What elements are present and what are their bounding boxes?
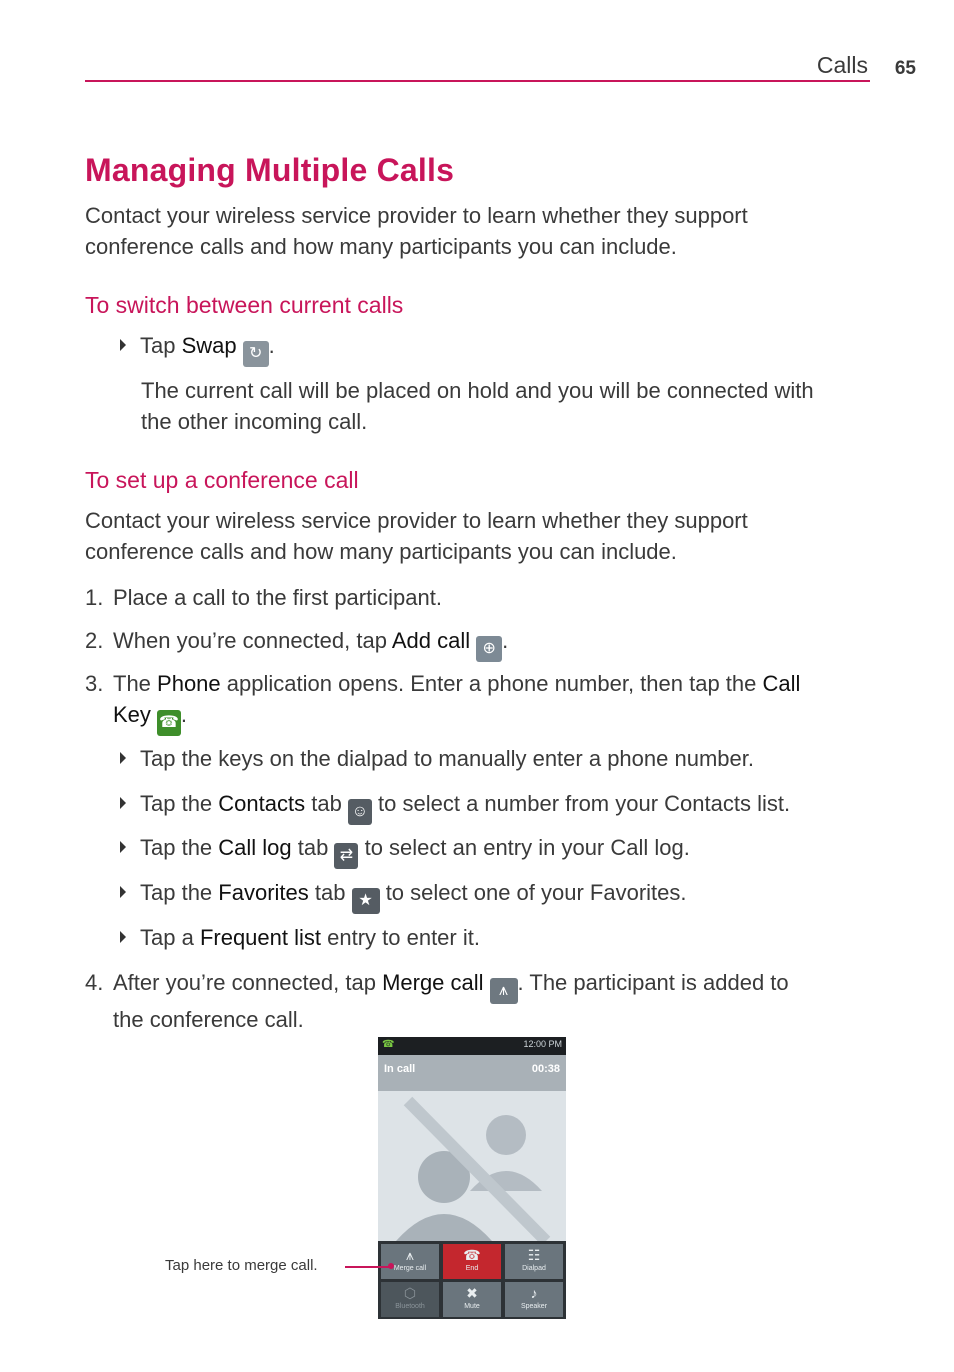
favorites-tab-icon: ★ [352,888,380,914]
call-key-icon: ☎ [157,710,181,736]
end-call-button[interactable]: ☎ End [443,1244,501,1279]
step-4: 4. After you’re connected, tap Merge call ⩚ . The participant is added to the conference call. [85,970,789,1032]
bullet-arrow-icon [120,339,126,351]
in-call-button-grid [378,1241,566,1319]
mute-button[interactable]: ✖ Mute [443,1282,501,1317]
swap-label: Swap [181,333,237,358]
header-rule [85,80,870,82]
bullet-arrow-icon [120,886,126,898]
status-time: 12:00 PM [523,1039,562,1049]
call-timer: 00:38 [531,1063,560,1075]
sub-step-contacts: Tap the Contacts tab ☺ to select a number from your Contacts list. [120,788,790,825]
merge-call-label: Merge call [382,970,484,995]
add-call-label: Add call [391,628,471,653]
dialpad-icon: ☷ [527,1247,541,1263]
step-3: 3. The Phone application opens. Enter a phone number, then tap the Call Key ☎. [85,668,875,736]
bluetooth-icon: ⬡ [403,1285,417,1301]
intro-line-1: Contact your wireless service provider to learn whether they support [85,203,748,228]
step-1: 1. Place a call to the first participant. [85,585,442,610]
status-bar [378,1037,566,1055]
mute-icon: ✖ [466,1285,478,1301]
bullet-arrow-icon [120,797,126,809]
callout-dot [388,1263,394,1269]
running-header-section: Calls [816,52,868,78]
intro-line-2: conference calls and how many participants you can include. [85,234,677,259]
merge-call-button[interactable]: ⩚ Merge call [381,1244,439,1279]
switch-calls-heading: To switch between current calls [85,292,404,318]
in-call-header [378,1055,566,1091]
in-call-label: In call [384,1063,416,1075]
intro-paragraph [85,200,748,262]
callout-line [345,1266,391,1268]
page-number: 65 [894,58,916,79]
bluetooth-button[interactable]: ⬡ Bluetooth [381,1282,439,1317]
conference-intro: Contact your wireless service provider to learn whether they support conference calls and how many participants you can include. [85,508,748,564]
call-log-tab-icon: ⇄ [334,843,358,869]
call-status-icon: ☎ [382,1039,395,1050]
phone-app-label: Phone [157,671,221,696]
speaker-icon: ♪ [530,1285,538,1301]
bullet-arrow-icon [120,931,126,943]
swap-icon: ↻ [243,341,269,367]
bullet-arrow-icon [120,841,126,853]
conference-call-heading: To set up a conference call [85,467,359,493]
merged-contacts-avatar-icon [378,1091,566,1241]
merge-callout-label: Tap here to merge call. [165,1257,318,1274]
sub-step-call-log: Tap the Call log tab ⇄ to select an entry in your Call log. [120,832,690,869]
merge-call-icon: ⩚ [490,978,518,1004]
phone-screenshot [378,1037,566,1319]
dialpad-button[interactable]: ☷ Dialpad [505,1244,563,1279]
page-title: Managing Multiple Calls [85,152,455,188]
end-call-icon: ☎ [463,1247,481,1263]
speaker-button[interactable]: ♪ Speaker [505,1282,563,1317]
step-2: 2. When you’re connected, tap Add call ⊕ . [85,625,508,662]
sub-step-favorites: Tap the Favorites tab ★ to select one of your Favorites. [120,877,687,914]
sub-step-frequent-list: Tap a Frequent list entry to enter it. [120,922,480,953]
swap-description: The current call will be placed on hold and you will be connected with the other incoming call. [141,378,814,434]
sub-step-dialpad: Tap the keys on the dialpad to manually enter a phone number. [120,743,754,774]
caller-avatar-area [378,1091,566,1241]
bullet-arrow-icon [120,752,126,764]
swap-instruction: Tap Swap ↻ . [120,330,275,367]
merge-icon: ⩚ [406,1247,414,1263]
contacts-tab-icon: ☺ [348,799,372,825]
add-call-icon: ⊕ [476,636,502,662]
